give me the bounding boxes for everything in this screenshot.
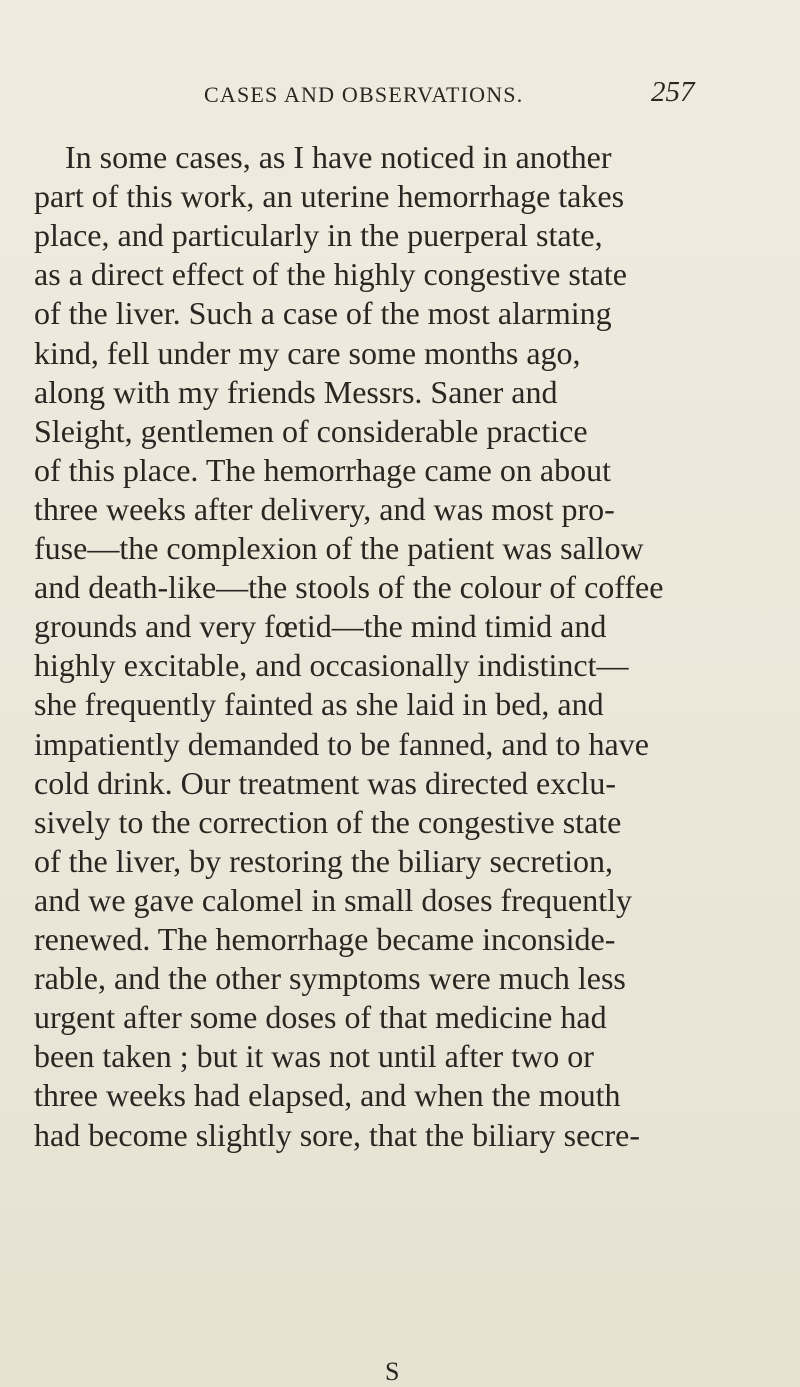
text-line: renewed. The hemorrhage became inconside- [34,921,616,957]
signature-mark: S [385,1357,400,1386]
page-header [0,76,800,120]
text-line: rable, and the other symptoms were much less [34,960,626,997]
text-line: as a direct effect of the highly congestive state [34,256,627,293]
text-line: been taken ; but it was not until after two or [34,1038,594,1075]
running-head: CASES AND OBSERVATIONS. [204,82,524,107]
text-line: highly excitable, and occasionally indistinct— [34,647,629,684]
text-line: had become slightly sore, that the biliary secre- [34,1116,641,1153]
text-line: urgent after some doses of that medicine had [34,999,607,1036]
text-line: of the liver. Such a case of the most alarming [34,295,612,332]
text-line: cold drink. Our treatment was directed exclu- [34,764,616,801]
text-line: fuse—the complexion of the patient was sallow [34,530,644,566]
text-line: sively to the correction of the congestive state [34,803,622,840]
text-line: three weeks had elapsed, and when the mouth [34,1077,621,1114]
text-line: along with my friends Messrs. Saner and [34,373,558,410]
text-line: Sleight, gentlemen of considerable practice [34,412,588,449]
text-line: of this place. The hemorrhage came on about [34,451,611,488]
text-line: three weeks after delivery, and was most pro- [34,490,615,527]
text-line: place, and particularly in the puerperal state, [34,217,603,254]
text-line: grounds and very fœtid—the mind timid and [34,608,607,645]
text-line: impatiently demanded to be fanned, and to have [34,725,649,762]
page-number: 257 [651,76,695,108]
text-line: part of this work, an uterine hemorrhage takes [34,178,625,215]
text-line: kind, fell under my care some months ago, [34,334,581,371]
text-line: of the liver, by restoring the biliary secretion, [34,842,613,879]
text-line: she frequently fainted as she laid in bed, and [34,686,604,723]
text-line: and we gave calomel in small doses frequently [34,881,633,918]
text-line: In some cases, as I have noticed in another [65,139,612,175]
text-line: and death-like—the stools of the colour of coffee [34,569,664,606]
